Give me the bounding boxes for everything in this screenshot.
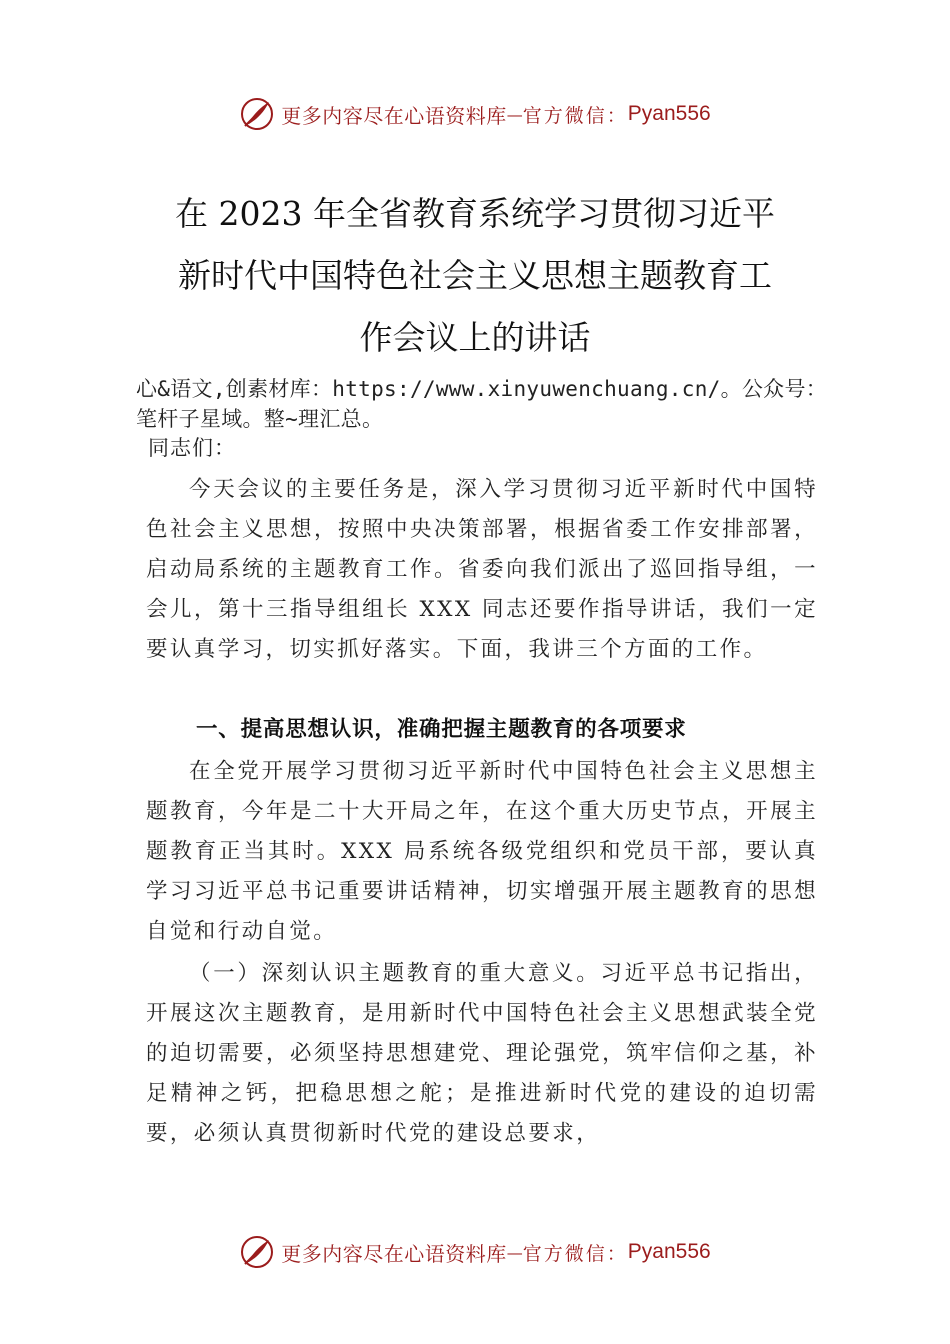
banner-wechat-id: Pyan556 (627, 102, 711, 125)
footer-banner (0, 1232, 950, 1272)
banner-separator: — (506, 104, 523, 124)
paragraph-intro: 今天会议的主要任务是，深入学习贯彻习近平新时代中国特色社会主义思想，按照中央决策部署，根据省委工作安排部署，启动局系统的主题教育工作。省委向我们派出了巡回指导组，一会儿，第十三指导组组长 XXX 同志还要作指导讲话，我们一定要认真学习，切实抓好落实。下面，我讲三个方面的工作。 (146, 477, 818, 662)
header-banner (0, 94, 950, 134)
banner-wechat-id: Pyan556 (627, 1240, 711, 1263)
document-title (100, 183, 850, 369)
paragraph-subsection-1: （一）深刻认识主题教育的重大意义。习近平总书记指出，开展这次主题教育，是用新时代中国特色社会主义思想武装全党的迫切需要，必须坚持思想建党、理论强党，筑牢信仰之基，补足精神之钙，把稳思想之舵；是推进新时代党的建设的迫切需要，必须认真贯彻新时代党的建设总要求， (146, 961, 818, 1146)
banner-separator: — (506, 1242, 523, 1262)
paragraph-section-1: 在全党开展学习贯彻习近平新时代中国特色社会主义思想主题教育，今年是二十大开局之年，在这个重大历史节点，开展主题教育正当其时。XXX 局系统各级党组织和党员干部，要认真学习习近平总书记重要讲话精神，切实增强开展主题教育的思想自觉和行动自觉。 (146, 759, 818, 944)
source-note: 心&语文,创素材库：https://www.xinyuwenchuang.cn/。公众号：笔杆子星域。整~理汇总。 (136, 377, 828, 431)
salutation: 同志们： (148, 436, 236, 460)
banner-slogan: 更多内容尽在心语资料库 (281, 103, 507, 128)
quill-logo-icon (239, 96, 275, 132)
banner-slogan: 更多内容尽在心语资料库 (281, 1241, 507, 1266)
banner-wechat-label: 官方微信： (522, 1242, 628, 1265)
quill-logo-icon (239, 1234, 275, 1270)
banner-wechat-label: 官方微信： (522, 104, 628, 127)
title-line-1: 在 2023 年全省教育系统学习贯彻习近平 (175, 194, 775, 233)
section-heading-1: 一、提高思想认识，准确把握主题教育的各项要求 (196, 717, 687, 742)
title-line-2: 新时代中国特色社会主义思想主题教育工 (178, 256, 772, 295)
title-line-3: 作会议上的讲话 (359, 318, 591, 357)
